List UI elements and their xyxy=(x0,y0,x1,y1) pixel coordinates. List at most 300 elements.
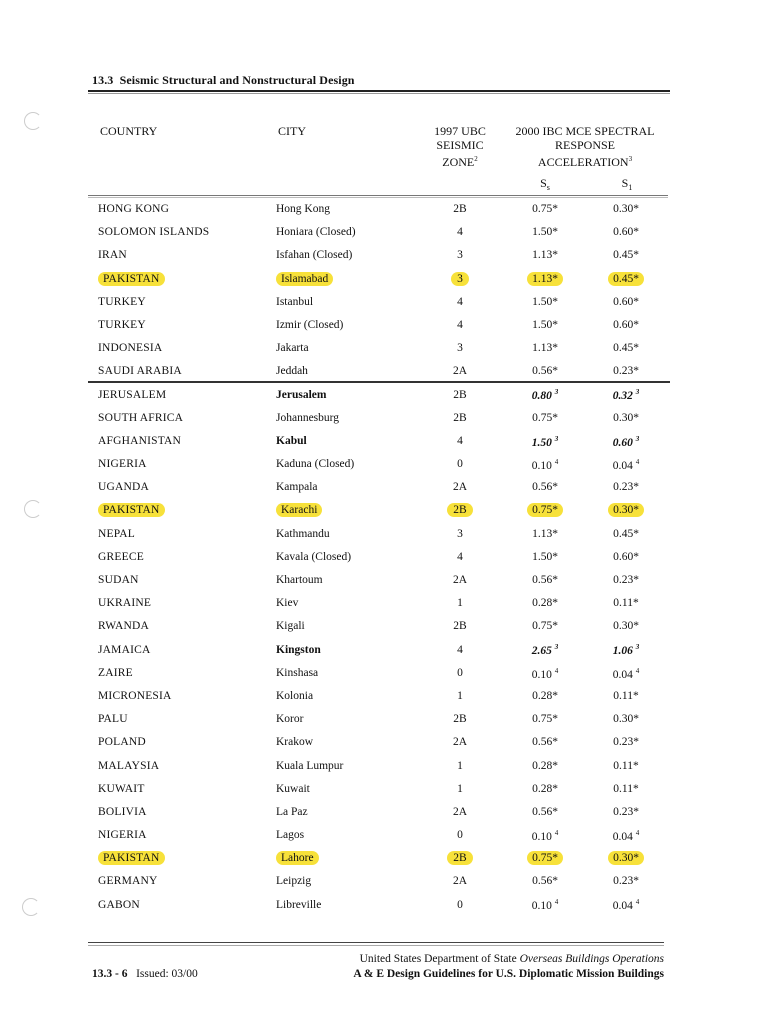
zone-cell xyxy=(440,389,480,401)
table-row xyxy=(0,640,768,663)
table-row xyxy=(0,385,768,408)
city-cell xyxy=(276,458,354,470)
s1-cell xyxy=(597,504,655,516)
city-cell-value: Leipzig xyxy=(276,875,312,888)
table-row xyxy=(0,245,768,268)
city-cell xyxy=(276,574,323,586)
s1-cell-value: 0.30* xyxy=(613,713,639,726)
zone-cell xyxy=(440,597,480,609)
city-cell xyxy=(276,783,310,795)
country-cell-value: JERUSALEM xyxy=(98,388,167,401)
ss-cell xyxy=(516,296,574,308)
table-row xyxy=(0,315,768,338)
city-cell xyxy=(276,273,333,285)
ss-cell xyxy=(516,875,574,887)
ss-cell xyxy=(516,481,574,493)
s1-cell-footnote: 4 xyxy=(635,898,640,907)
country-cell-value: NEPAL xyxy=(98,527,135,540)
zone-cell xyxy=(440,481,480,493)
country-cell xyxy=(98,713,128,725)
zone-cell xyxy=(440,783,480,795)
country-cell xyxy=(98,296,146,308)
zone-cell-value: 4 xyxy=(457,550,463,563)
city-cell xyxy=(276,412,339,424)
city-cell xyxy=(276,296,313,308)
table-row xyxy=(0,408,768,431)
ss-cell-value: 0.56* xyxy=(532,805,558,818)
city-cell-value: Jakarta xyxy=(276,342,309,355)
city-cell xyxy=(276,690,313,702)
city-cell-value: Kavala (Closed) xyxy=(276,550,352,563)
country-cell-value: IRAN xyxy=(98,249,127,262)
city-cell-value: Krakow xyxy=(276,736,314,749)
s1-cell-value: 0.32 xyxy=(612,390,633,403)
s1-cell xyxy=(597,458,655,472)
country-cell xyxy=(98,574,139,586)
s1-cell-value: 0.23* xyxy=(613,875,639,888)
ss-cell xyxy=(516,203,574,215)
ss-cell xyxy=(516,528,574,540)
zone-cell xyxy=(440,760,480,772)
ss-cell-footnote: 4 xyxy=(554,898,559,907)
s1-cell xyxy=(597,226,655,238)
s1-cell-value: 0.23* xyxy=(613,805,639,818)
zone-cell-value: 2B xyxy=(453,713,467,726)
table-row xyxy=(0,292,768,315)
city-cell xyxy=(276,365,308,377)
city-cell-value: Kolonia xyxy=(276,689,314,702)
ubc-line2: SEISMIC xyxy=(436,138,484,152)
s1-cell-value: 0.11* xyxy=(613,597,639,610)
ss-cell-value: 0.10 xyxy=(531,900,552,913)
s1-cell-value: 0.60* xyxy=(613,295,639,308)
country-cell-value: TURKEY xyxy=(98,318,146,331)
country-cell-value: AFGHANISTAN xyxy=(98,434,182,447)
ss-cell-value: 1.13* xyxy=(532,342,558,355)
city-cell xyxy=(276,852,319,864)
city-cell-value: Libreville xyxy=(276,898,322,911)
city-cell-value: Jeddah xyxy=(276,365,308,378)
country-cell-value: PAKISTAN xyxy=(103,272,160,285)
s1-cell-footnote: 4 xyxy=(635,829,640,838)
table-row xyxy=(0,199,768,222)
ss-cell xyxy=(516,829,574,843)
s1-cell-value: 0.30* xyxy=(613,203,639,215)
ss-cell xyxy=(516,690,574,702)
ubc-footnote: 2 xyxy=(474,155,478,163)
s1-cell xyxy=(597,760,655,772)
country-cell-value: NIGERIA xyxy=(98,458,147,471)
table-row xyxy=(0,848,768,871)
s1-cell-value: 0.04 xyxy=(612,830,633,843)
country-cell-value: KUWAIT xyxy=(98,782,145,795)
ubc-line3: ZONE xyxy=(442,155,475,169)
s1-cell xyxy=(597,783,655,795)
ss-cell-value: 0.75* xyxy=(532,203,558,215)
zone-cell-value: 1 xyxy=(457,689,463,702)
s1-cell xyxy=(597,875,655,887)
column-header-city: CITY xyxy=(278,124,306,138)
country-cell-value: JAMAICA xyxy=(98,643,151,656)
country-cell-value: SAUDI ARABIA xyxy=(98,365,182,378)
city-cell-value: Kuwait xyxy=(276,782,310,795)
ss-cell-value: 0.10 xyxy=(531,830,552,843)
ss-cell xyxy=(516,342,574,354)
section-header xyxy=(92,73,355,88)
country-cell xyxy=(98,504,165,516)
table-row xyxy=(0,895,768,918)
ss-cell-value: 0.56* xyxy=(532,365,558,378)
city-cell-value: Kathmandu xyxy=(276,527,330,540)
s1-cell-footnote: 3 xyxy=(635,388,640,397)
ss-cell-value: 0.10 xyxy=(531,459,552,472)
country-cell xyxy=(98,319,146,331)
country-cell xyxy=(98,273,165,285)
table-row xyxy=(0,732,768,755)
city-cell-value: Kuala Lumpur xyxy=(276,759,344,772)
ss-cell-value: 0.28* xyxy=(532,597,558,610)
ss-cell-value: 0.56* xyxy=(532,574,558,586)
ss-cell xyxy=(516,644,574,658)
s1-cell-value: 0.45* xyxy=(613,272,639,285)
country-cell-value: PALU xyxy=(98,713,128,726)
s1-cell xyxy=(597,713,655,725)
country-cell xyxy=(98,760,159,772)
table-row xyxy=(0,547,768,570)
s1-cell-value: 0.04 xyxy=(612,900,633,913)
table-body xyxy=(0,199,768,918)
ss-cell-value: 0.75* xyxy=(532,411,558,424)
country-cell-value: RWANDA xyxy=(98,620,150,633)
s1-cell xyxy=(597,296,655,308)
country-cell-value: GERMANY xyxy=(98,875,158,888)
table-row xyxy=(0,686,768,709)
zone-cell-value: 4 xyxy=(457,434,463,447)
column-header-country: COUNTRY xyxy=(100,124,158,138)
country-cell xyxy=(98,342,162,354)
zone-cell-value: 2A xyxy=(452,805,468,818)
zone-cell-value: 0 xyxy=(457,829,463,842)
ss-cell xyxy=(516,435,574,449)
ss-cell xyxy=(516,273,574,285)
country-cell-value: GABON xyxy=(98,898,140,911)
zone-cell xyxy=(440,829,480,841)
city-cell-value: Hong Kong xyxy=(276,203,330,215)
table-row xyxy=(0,338,768,361)
footer-page-info xyxy=(92,968,198,980)
country-cell-value: INDONESIA xyxy=(98,342,163,355)
s1-cell-value: 0.30* xyxy=(613,620,639,633)
footer-guidelines-title: A & E Design Guidelines for U.S. Diplomatic Mission Buildings xyxy=(353,968,664,980)
column-header-ubc-zone xyxy=(425,124,495,169)
ss-cell-footnote: 4 xyxy=(554,666,559,675)
zone-cell-value: 1 xyxy=(457,759,463,772)
punch-hole-mark xyxy=(24,112,42,130)
s1-cell-value: 0.30* xyxy=(613,504,639,517)
ss-cell xyxy=(516,806,574,818)
s1-cell-footnote: 3 xyxy=(635,643,640,652)
footer-dept-name: United States Department of State xyxy=(359,953,517,965)
country-cell xyxy=(98,829,147,841)
country-cell xyxy=(98,389,166,401)
table-row xyxy=(0,709,768,732)
ss-cell-value: 0.75* xyxy=(532,852,558,865)
country-cell xyxy=(98,736,146,748)
s1-cell xyxy=(597,389,655,403)
city-cell-value: Istanbul xyxy=(276,295,314,308)
city-cell xyxy=(276,899,321,911)
s1-cell-value: 0.45* xyxy=(613,249,639,262)
s1-cell xyxy=(597,365,655,377)
zone-cell-value: 0 xyxy=(457,898,463,911)
s1-cell-value: 0.23* xyxy=(613,365,639,378)
city-cell xyxy=(276,667,318,679)
city-cell xyxy=(276,875,311,887)
s1-cell-value: 0.11* xyxy=(613,689,639,702)
city-cell-value: Kigali xyxy=(276,620,305,633)
zone-cell-value: 2B xyxy=(453,388,467,401)
country-cell xyxy=(98,667,133,679)
ss-cell-value: 0.56* xyxy=(532,736,558,749)
ss-cell-footnote: 4 xyxy=(554,458,559,467)
column-header-s1 xyxy=(607,176,647,192)
s1-cell xyxy=(597,806,655,818)
ibc-footnote: 3 xyxy=(628,155,633,163)
ibc-line3: ACCELERATION xyxy=(537,155,629,169)
city-cell-value: Islamabad xyxy=(281,272,329,285)
zone-cell xyxy=(440,713,480,725)
ss-cell xyxy=(516,389,574,403)
city-cell xyxy=(276,342,309,354)
ss-cell-value: 1.50* xyxy=(532,318,558,331)
table-row xyxy=(0,454,768,477)
country-cell-value: UKRAINE xyxy=(98,597,152,610)
zone-cell-value: 2A xyxy=(452,481,468,494)
ss-cell xyxy=(516,852,574,864)
ibc-line2: RESPONSE xyxy=(554,138,616,152)
ss-cell xyxy=(516,458,574,472)
ss-cell xyxy=(516,760,574,772)
zone-cell-value: 2A xyxy=(452,875,468,888)
zone-cell-value: 2B xyxy=(453,411,467,424)
table-row xyxy=(0,431,768,454)
s1-cell xyxy=(597,273,655,285)
s1-cell xyxy=(597,249,655,261)
country-cell-value: MALAYSIA xyxy=(98,759,160,772)
s1-cell-value: 0.04 xyxy=(612,668,633,681)
ss-cell-value: 1.13* xyxy=(532,527,558,540)
city-cell xyxy=(276,249,352,261)
table-header-rule-thin xyxy=(88,197,668,198)
country-cell-value: PAKISTAN xyxy=(103,852,160,865)
zone-cell xyxy=(440,690,480,702)
ss-cell-value: 2.65 xyxy=(531,645,552,658)
zone-cell-value: 2B xyxy=(453,620,467,633)
zone-cell xyxy=(440,504,480,516)
column-header-ibc xyxy=(510,124,660,169)
table-row xyxy=(0,779,768,802)
s1-cell-value: 0.23* xyxy=(613,736,639,749)
city-cell xyxy=(276,806,308,818)
ss-symbol: S xyxy=(540,176,547,190)
country-cell xyxy=(98,458,147,470)
zone-cell xyxy=(440,644,480,656)
ss-cell-value: 1.50 xyxy=(531,436,552,449)
city-cell xyxy=(276,528,330,540)
s1-cell xyxy=(597,412,655,424)
zone-cell xyxy=(440,806,480,818)
country-cell xyxy=(98,644,151,656)
city-cell xyxy=(276,713,303,725)
s1-cell xyxy=(597,829,655,843)
zone-cell xyxy=(440,365,480,377)
table-row xyxy=(0,802,768,825)
s1-cell-value: 0.45* xyxy=(613,527,639,540)
country-cell xyxy=(98,620,149,632)
table-row xyxy=(0,756,768,779)
city-cell-value: Kinshasa xyxy=(276,666,319,679)
country-cell-value: POLAND xyxy=(98,736,146,749)
ss-cell xyxy=(516,667,574,681)
s1-cell xyxy=(597,736,655,748)
ss-cell-value: 0.75* xyxy=(532,504,558,517)
city-cell-value: Isfahan (Closed) xyxy=(276,249,353,262)
s1-cell-value: 0.60* xyxy=(613,226,639,239)
ss-cell-footnote: 3 xyxy=(554,434,559,443)
ss-cell-value: 0.56* xyxy=(532,481,558,494)
ubc-line1: 1997 UBC xyxy=(434,124,486,138)
ss-cell-footnote: 4 xyxy=(554,829,559,838)
country-cell-value: SOUTH AFRICA xyxy=(98,411,184,424)
zone-cell-value: 4 xyxy=(457,295,463,308)
header-rule xyxy=(88,90,670,92)
footer-rule xyxy=(88,942,664,943)
city-cell xyxy=(276,760,343,772)
city-cell xyxy=(276,829,304,841)
country-cell xyxy=(98,783,145,795)
ss-cell-value: 1.50* xyxy=(532,226,558,239)
country-cell xyxy=(98,551,144,563)
ss-cell xyxy=(516,783,574,795)
footer-rule-thin xyxy=(88,945,664,946)
zone-cell xyxy=(440,319,480,331)
s1-cell xyxy=(597,435,655,449)
ss-cell xyxy=(516,713,574,725)
zone-cell xyxy=(440,435,480,447)
city-cell xyxy=(276,644,321,656)
city-cell-value: Lagos xyxy=(276,829,305,842)
ss-subscript: s xyxy=(546,183,550,192)
city-cell-value: Honiara (Closed) xyxy=(276,226,356,239)
zone-cell-value: 2B xyxy=(453,203,467,215)
zone-cell-value: 2B xyxy=(453,852,467,865)
country-cell-value: MICRONESIA xyxy=(98,689,172,702)
country-cell xyxy=(98,435,181,447)
s1-cell-value: 0.04 xyxy=(612,459,633,472)
zone-cell xyxy=(440,458,480,470)
table-row xyxy=(0,524,768,547)
ss-cell xyxy=(516,365,574,377)
table-header-rule xyxy=(88,195,668,196)
country-cell xyxy=(98,597,151,609)
s1-symbol: S xyxy=(621,176,629,190)
ss-cell-value: 0.80 xyxy=(531,390,552,403)
s1-cell xyxy=(597,319,655,331)
city-cell xyxy=(276,481,318,493)
ss-cell-value: 1.50* xyxy=(532,550,558,563)
s1-cell xyxy=(597,551,655,563)
s1-cell-value: 0.60* xyxy=(613,550,639,563)
zone-cell xyxy=(440,528,480,540)
city-cell-value: La Paz xyxy=(276,805,308,818)
ss-cell-value: 1.50* xyxy=(532,295,558,308)
city-cell-value: Kampala xyxy=(276,481,318,494)
zone-cell xyxy=(440,551,480,563)
s1-cell xyxy=(597,690,655,702)
ss-cell xyxy=(516,551,574,563)
city-cell-value: Khartoum xyxy=(276,574,323,586)
zone-cell xyxy=(440,852,480,864)
table-row xyxy=(0,825,768,848)
zone-cell-value: 3 xyxy=(457,527,463,540)
table-row xyxy=(0,269,768,292)
zone-cell-value: 4 xyxy=(457,226,463,239)
country-cell xyxy=(98,481,149,493)
zone-cell-value: 4 xyxy=(457,643,463,656)
s1-cell-value: 0.45* xyxy=(613,342,639,355)
country-cell-value: NIGERIA xyxy=(98,829,147,842)
country-cell-value: BOLIVIA xyxy=(98,805,147,818)
s1-cell xyxy=(597,574,655,586)
city-cell xyxy=(276,203,330,215)
s1-cell-value: 0.23* xyxy=(613,574,639,586)
zone-cell xyxy=(440,412,480,424)
country-cell-value: SUDAN xyxy=(98,574,139,586)
zone-cell-value: 2A xyxy=(452,736,468,749)
zone-cell xyxy=(440,249,480,261)
zone-cell-value: 2A xyxy=(452,365,468,378)
footer-department xyxy=(360,953,664,965)
city-cell-value: Lahore xyxy=(281,852,314,865)
zone-cell xyxy=(440,203,480,215)
city-cell xyxy=(276,389,326,401)
country-cell xyxy=(98,852,165,864)
table-row xyxy=(0,871,768,894)
city-cell-value: Jerusalem xyxy=(276,388,327,401)
country-cell xyxy=(98,249,127,261)
country-cell xyxy=(98,365,182,377)
country-cell xyxy=(98,690,172,702)
s1-cell-value: 0.60* xyxy=(613,318,639,331)
s1-cell-value: 0.30* xyxy=(613,852,639,865)
s1-cell-footnote: 4 xyxy=(635,666,640,675)
ss-cell-value: 1.13* xyxy=(532,249,558,262)
country-cell-value: TURKEY xyxy=(98,295,146,308)
ss-cell xyxy=(516,319,574,331)
zone-cell xyxy=(440,273,480,285)
country-cell xyxy=(98,528,135,540)
s1-cell xyxy=(597,644,655,658)
country-cell-value: SOLOMON ISLANDS xyxy=(98,226,210,239)
zone-cell-value: 1 xyxy=(457,597,463,610)
zone-cell-value: 2B xyxy=(453,504,467,517)
city-cell-value: Izmir (Closed) xyxy=(276,318,344,331)
s1-cell xyxy=(597,597,655,609)
table-row xyxy=(0,663,768,686)
zone-cell xyxy=(440,620,480,632)
ss-cell xyxy=(516,620,574,632)
zone-cell-value: 3 xyxy=(457,249,463,262)
